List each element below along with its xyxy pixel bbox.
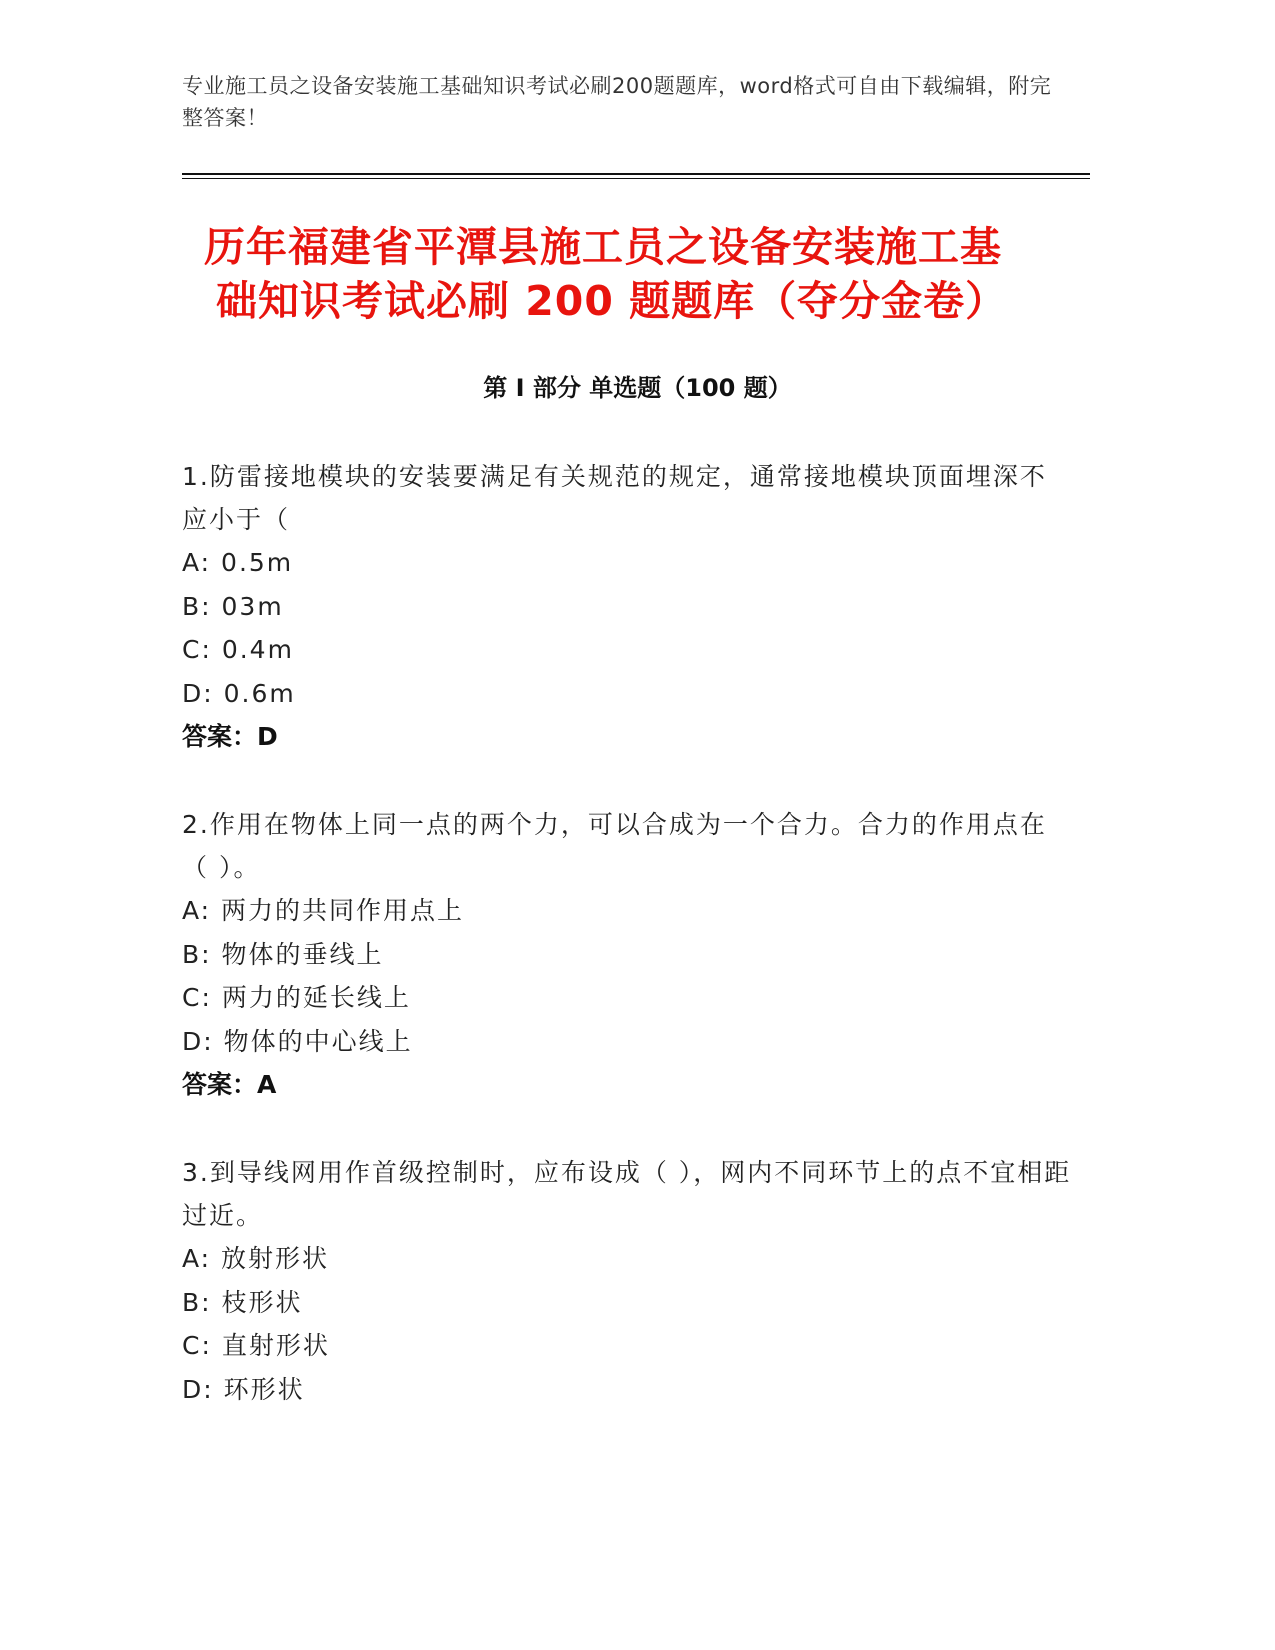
header-divider-thin [182,178,1090,179]
answer-label: 答案：D [182,722,278,751]
option-c: C: 两力的延长线上 [182,983,411,1012]
option-a: A: 0.5m [182,548,294,577]
option-d: D: 物体的中心线上 [182,1026,413,1056]
header-divider-thick [182,173,1090,175]
document-title-line-2: 础知识考试必刷 200 题题库（夺分金卷） [216,277,1008,325]
question-2 [182,803,1072,1107]
option-b: B: 枝形状 [182,1287,303,1317]
option-b: B: 物体的垂线上 [182,939,384,969]
option-d: D: 0.6m [182,678,296,708]
answer-label: 答案：A [182,1070,277,1099]
question-stem: 1.防雷接地模块的安装要满足有关规范的规定，通常接地模块顶面埋深不应小于（ [182,462,1047,534]
option-c: C: 直射形状 [182,1331,330,1360]
section-heading: 第 I 部分 单选题（100 题） [483,374,792,402]
option-c: C: 0.4m [182,635,294,664]
question-list [182,455,1072,1455]
question-1 [182,455,1072,759]
header-note: 专业施工员之设备安装施工基础知识考试必刷200题题库，word格式可自由下载编辑，附完整答案！ [182,74,1052,130]
document-title [190,220,1070,328]
question-stem: 2.作用在物体上同一点的两个力，可以合成为一个合力。合力的作用点在（ ）。 [182,810,1047,882]
option-a: A: 放射形状 [182,1244,330,1273]
option-b: B: 03m [182,591,284,621]
document-title-line-1: 历年福建省平潭县施工员之设备安装施工基 [204,223,1002,271]
option-d: D: 环形状 [182,1374,305,1404]
question-3 [182,1151,1072,1411]
option-a: A: 两力的共同作用点上 [182,896,465,925]
question-stem: 3.到导线网用作首级控制时，应布设成（ ），网内不同环节上的点不宜相距过近。 [182,1158,1072,1230]
